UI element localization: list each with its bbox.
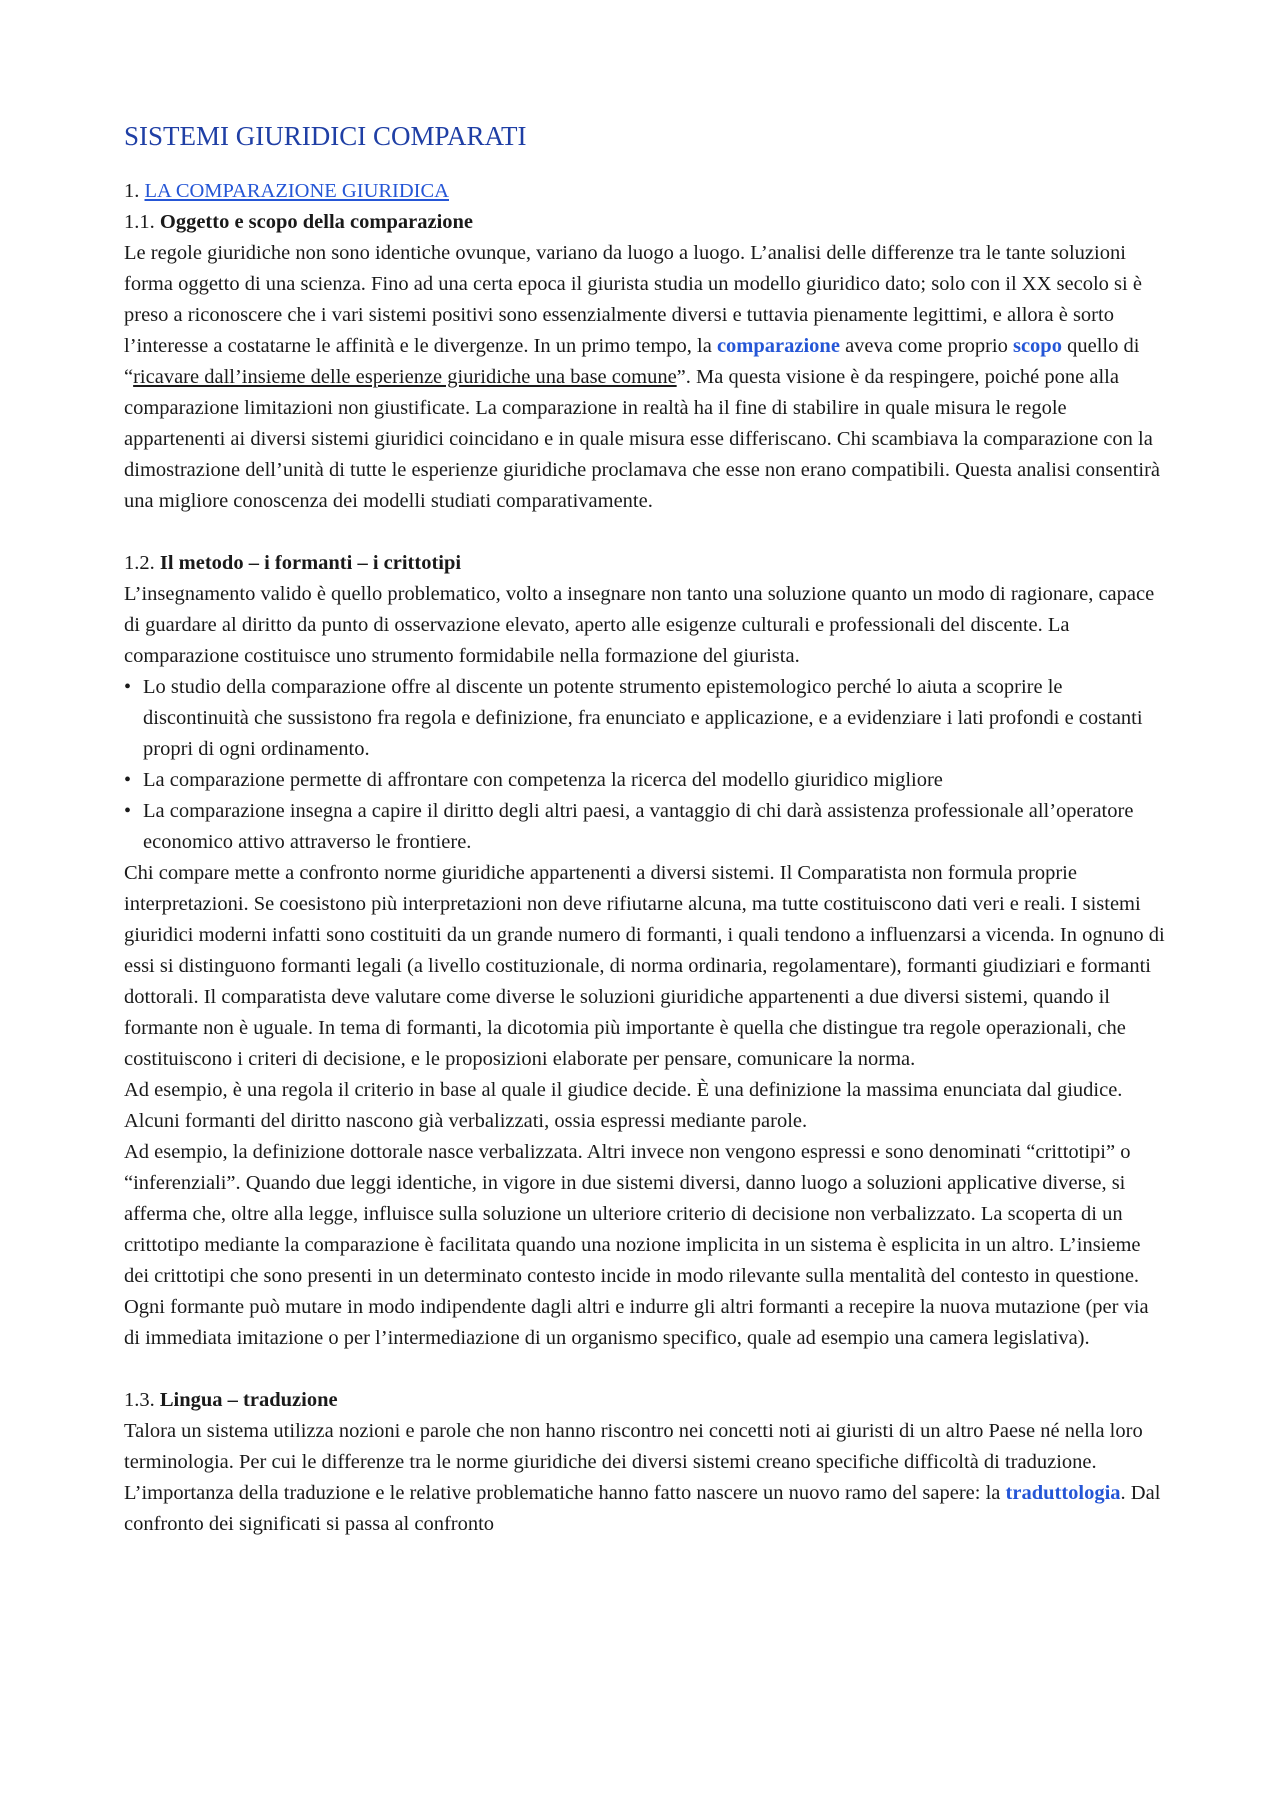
bullet-list <box>124 672 1169 858</box>
paragraph-1-2-mutazione: Ogni formante può mutare in modo indipendente dagli altri e indurre gli altri formanti a recepire la nuova mutazione (per via di immediata imitazione o per l’intermediazione di un organismo specifico, quale ad esempio una camera legislativa). <box>124 1296 1149 1349</box>
document-title: SISTEMI GIURIDICI COMPARATI <box>124 121 527 151</box>
list-item: • Lo studio della comparazione offre al discente un potente strumento epistemologico perché lo aiuta a scoprire le discontinuità che sussistono fra regola e definizione, fra enunciato e applicazione, e a evidenziare i lati profondi e costanti propri di ogni ordinamento. <box>124 672 1169 765</box>
subsection-title: Oggetto e scopo della comparazione <box>159 211 474 233</box>
keyword-scopo: scopo <box>1012 335 1062 357</box>
paragraph-1-3 <box>124 1416 1169 1540</box>
text-run: ”. Ma questa visione è da respingere, poiché pone alla comparazione limitazioni non giustificate. La comparazione in realtà ha il fine di stabilire in quale misura le regole appartenenti ai diversi sistemi giuridici coincidano e in quale misura esse differiscano. Chi scambiava la comparazione con la dimostrazione dell’unità di tutte le esperienze giuridiche proclamava che esse non erano compatibili. Questa analisi consentirà una migliore conoscenza dei modelli studiati comparativamente. <box>124 366 1161 512</box>
subsection-number: 1.1. <box>124 211 160 233</box>
subsection-number: 1.2. <box>124 552 160 574</box>
section-1-link[interactable]: LA COMPARAZIONE GIURIDICA <box>144 180 449 202</box>
subsection-title: Il metodo – i formanti – i crittotipi <box>159 552 462 574</box>
section-1-number: 1. <box>124 180 145 202</box>
paragraph-1-1 <box>124 238 1169 517</box>
list-item: • La comparazione insegna a capire il diritto degli altri paesi, a vantaggio di chi darà assistenza professionale all’operatore economico attivo attraverso le frontiere. <box>124 796 1169 858</box>
paragraph-1-2-formanti: Chi compare mette a confronto norme giuridiche appartenenti a diversi sistemi. Il Comparatista non formula proprie interpretazioni. Se coesistono più interpretazioni non deve rifiutarne alcuna, ma tutte costituiscono dati veri e reali. I sistemi giuridici moderni infatti sono costituiti da un grande numero di formanti, i quali tendono a influenzarsi a vicenda. In ognuno di essi si distinguono formanti legali (a livello costituzionale, di norma ordinaria, regolamentare), formanti giudiziari e formanti dottorali. Il comparatista deve valutare come diverse le soluzioni giuridiche appartenenti a due diversi sistemi, quando il formante non è uguale. In tema di formanti, la dicotomia più importante è quella che distingue tra regole operazionali, che costituiscono i criteri di decisione, e le proposizioni elaborate per pensare, comunicare la norma. <box>124 862 1165 1070</box>
subsection-1-1-heading <box>124 207 1169 238</box>
text-run: quello di “ <box>124 335 1140 388</box>
paragraph-1-2-crittotipi: Ad esempio, la definizione dottorale nasce verbalizzata. Altri invece non vengono espressi e sono denominati “crittotipi” o “inferenziali”. Quando due leggi identiche, in vigore in due sistemi diversi, danno luogo a soluzioni applicative diverse, si afferma che, oltre alla legge, influisce sulla soluzione un ulteriore criterio di decisione non verbalizzato. La scoperta di un crittotipo mediante la comparazione è facilitata quando una nozione implicita in un sistema è esplicita in un altro. L’insieme dei crittotipi che sono presenti in un determinato contesto incide in modo rilevante sulla mentalità del contesto in questione. <box>124 1141 1141 1287</box>
subsection-1-2-heading <box>124 548 1169 579</box>
text-run: Talora un sistema utilizza nozioni e parole che non hanno riscontro nei concetti noti ai giuristi di un altro Paese né nella loro terminologia. Per cui le differenze tra le norme giuridiche dei diversi sistemi creano specifiche difficoltà di traduzione. L’importanza della traduzione e le relative problematiche hanno fatto nascere un nuovo ramo del sapere: la <box>124 1420 1143 1504</box>
paragraph-1-2-intro: L’insegnamento valido è quello problematico, volto a insegnare non tanto una soluzione quanto un modo di ragionare, capace di guardare al diritto da punto di osservazione elevato, aperto alle esigenze culturali e professionali del discente. La comparazione costituisce uno strumento formidabile nella formazione del giurista. <box>124 583 1155 667</box>
text-run: aveva come proprio <box>839 335 1013 357</box>
text-run: . Dal confronto dei significati si passa al confronto <box>124 1482 1161 1535</box>
paragraph-gap <box>124 1354 1169 1385</box>
subsection-1-3-heading <box>124 1385 1169 1416</box>
text-run: Le regole giuridiche non sono identiche ovunque, variano da luogo a luogo. L’analisi delle differenze tra le tante soluzioni forma oggetto di una scienza. Fino ad una certa epoca il giurista studia un modello giuridico dato; solo con il XX secolo si è preso a riconoscere che i vari sistemi positivi sono essenzialmente diversi e tuttavia pienamente legittimi, e allora è sorto l’interesse a costatarne le affinità e le divergenze. In un primo tempo, la <box>124 242 1142 357</box>
subsection-number: 1.3. <box>124 1389 160 1411</box>
paragraph-1-2-regola: Ad esempio, è una regola il criterio in base al quale il giudice decide. È una definizione la massima enunciata dal giudice. Alcuni formanti del diritto nascono già verbalizzati, ossia espressi mediante parole. <box>124 1079 1123 1132</box>
keyword-traduttologia: traduttologia <box>1005 1482 1121 1504</box>
underlined-quote: ricavare dall’insieme delle esperienze giuridiche una base comune <box>133 366 677 388</box>
paragraph-gap <box>124 517 1169 548</box>
list-item: • La comparazione permette di affrontare con competenza la ricerca del modello giuridico migliore <box>124 765 1169 796</box>
keyword-comparazione: comparazione <box>716 335 840 357</box>
document-body <box>124 118 1169 1540</box>
subsection-title: Lingua – traduzione <box>159 1389 338 1411</box>
section-1-heading <box>124 176 1169 207</box>
